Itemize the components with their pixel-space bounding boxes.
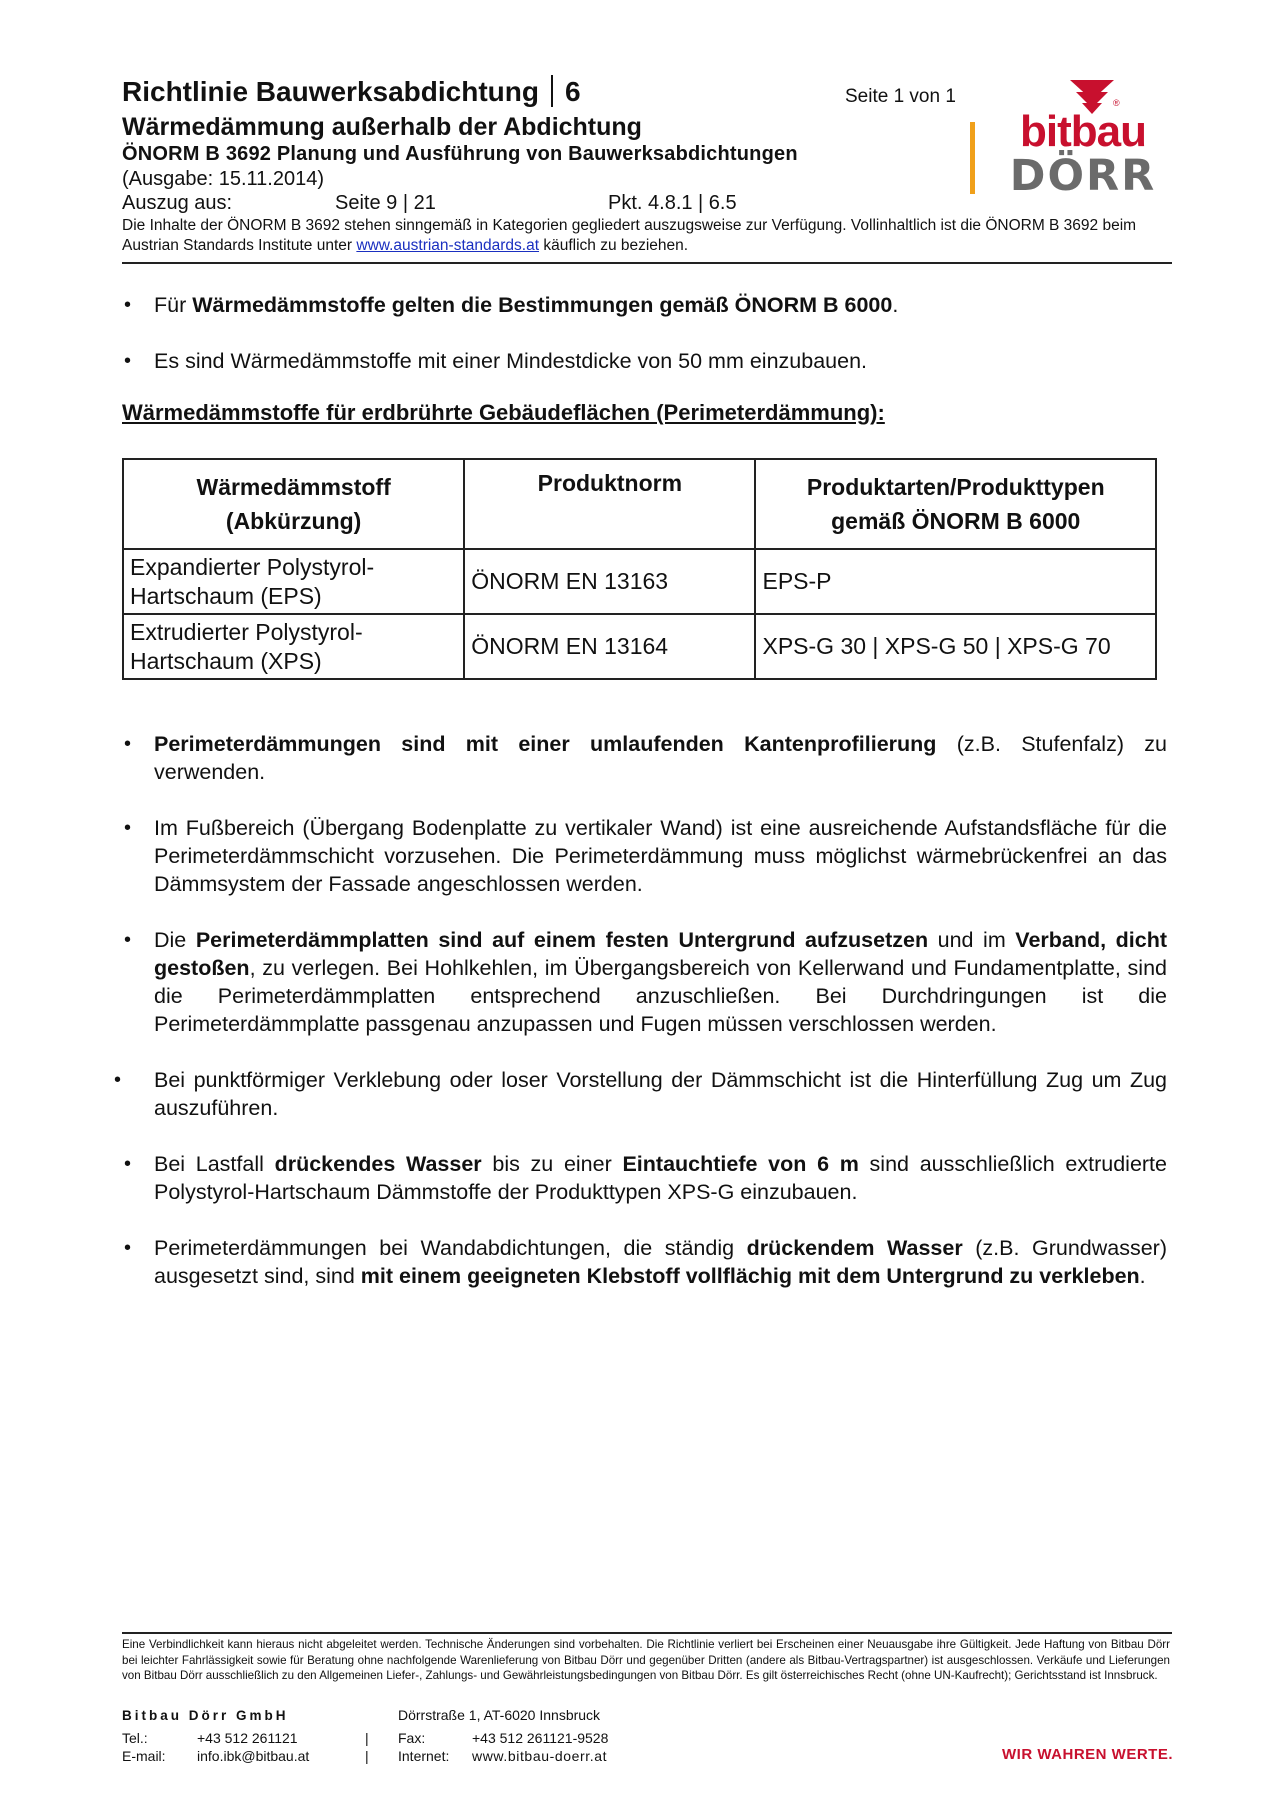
bold-text: Eintauchtiefe von 6 m [622, 1152, 859, 1176]
chapter-number: 6 [564, 76, 581, 107]
company-slogan: WIR WAHREN WERTE. [1002, 1746, 1173, 1763]
bold-text: Wärmedämmstoffe gelten die Bestimmungen gemäß ÖNORM B 6000 [192, 293, 893, 317]
list-item [122, 1150, 1167, 1206]
text-span: Bei Lastfall [154, 1152, 275, 1176]
norm-reference: ÖNORM B 3692 Planung und Ausführung von Bauwerksabdichtungen [122, 143, 798, 165]
title-text: Richtlinie Bauwerksabdichtung [122, 76, 539, 107]
list-item [122, 926, 1167, 1038]
logo-accent-bar [970, 122, 975, 194]
cell-line: Expandierter Polystyrol- [130, 553, 375, 580]
footer-divider-bar: | [365, 1748, 369, 1764]
list-item [122, 291, 1167, 319]
cell-types: XPS-G 30 | XPS-G 50 | XPS-G 70 [755, 614, 1156, 679]
excerpt-line [122, 192, 822, 215]
bold-text: drückendem Wasser [746, 1236, 963, 1260]
text-span: . [892, 293, 899, 317]
bullet-icon: • [124, 1237, 132, 1259]
bold-text: Perimeterdämmungen sind mit einer umlaufenden Kantenprofilierung [154, 732, 937, 756]
logo-word-bitbau: bitbau [1020, 107, 1146, 156]
bold-text: mit einem geeigneten Klebstoff vollflächig mit dem Untergrund zu verkleben [360, 1264, 1140, 1288]
text-span: Für [154, 293, 193, 317]
table-row [123, 614, 1156, 679]
company-name: Bitbau Dörr GmbH [122, 1708, 289, 1723]
text-span: . [1139, 1264, 1146, 1288]
email-link[interactable]: info.ibk@bitbau.at [197, 1748, 310, 1764]
excerpt-pages: Seite 9 | 21 [335, 192, 436, 214]
excerpt-points: Pkt. 4.8.1 | 6.5 [608, 192, 737, 214]
header-line: Produktarten/Produkttypen [806, 474, 1105, 500]
bullet-icon: • [124, 294, 132, 316]
bullet-icon: • [124, 1153, 132, 1175]
bullet-list-top [122, 291, 1167, 375]
text-span: Bei punktförmiger Verklebung oder loser Vorstellung der Dämmschicht ist die Hinterfüllung Zug um Zug auszuführen. [154, 1068, 1167, 1120]
list-item [122, 730, 1167, 786]
bullet-icon: • [124, 817, 132, 839]
text-span: und im [928, 928, 1016, 952]
email-label: E-mail: [122, 1748, 166, 1764]
fax-label: Fax: [398, 1730, 426, 1746]
text-span: , zu verlegen. Bei Hohlkehlen, im Übergangsbereich von Kellerwand und Fundamentplatte, sind die Perimeterdämmplatten entsprechend anzuschließen. Bei Durchdringungen ist die Perimeterdämmplatte passgenau anzupassen und Fugen müssen verschlossen werden. [154, 956, 1167, 1036]
text-span: (z.B. Stufenfalz) zu verwenden. [154, 732, 1167, 784]
source-info [122, 216, 1170, 256]
austrian-standards-link[interactable]: www.austrian-standards.at [356, 237, 540, 254]
bold-text: Verband, dicht gestoßen [154, 928, 1168, 980]
text-span: bis zu einer [481, 1152, 623, 1176]
title-divider [551, 75, 553, 107]
source-info-tail: käuflich zu beziehen. [543, 237, 689, 254]
edition-date: (Ausgabe: 15.11.2014) [122, 168, 325, 190]
tel-value: +43 512 261121 [197, 1730, 298, 1746]
fax-value: +43 512 261121-9528 [472, 1730, 609, 1746]
list-item [122, 347, 1167, 375]
excerpt-label: Auszug aus: [122, 192, 233, 214]
bold-text: drückendes Wasser [274, 1152, 482, 1176]
text-span: (z.B. Grundwasser) ausgesetzt sind, sind [154, 1236, 1168, 1288]
logo-word-doerr: DÖRR [1009, 151, 1157, 198]
bullet-icon: • [124, 350, 132, 372]
bold-text: Perimeterdämmplatten sind auf einem festen Untergrund aufzusetzen [195, 928, 929, 952]
list-item [122, 1234, 1167, 1290]
header-line: Wärmedämmstoff [196, 474, 391, 500]
tel-label: Tel.: [122, 1730, 148, 1746]
cell-material [123, 549, 464, 614]
bitbau-doerr-logo [992, 78, 1170, 198]
table-header-row [123, 459, 1156, 549]
footer-disclaimer: Eine Verbindlichkeit kann hieraus nicht abgeleitet werden. Technische Änderungen sind vorbehalten. Die Richtlinie verliert bei Erscheinen einer Neuausgabe ihre Gültigkeit. Jede Haftung von Bitbau Dörr bei leichter Fahrlässigkeit sowie für Beratung ohne nachfolgende Warenlieferung von Bitbau Dörr und gegenüber Dritten (andere als Bitbau-Vertragspartner) ist ausgeschlossen. Verkäufe und Lieferungen von Bitbau Dörr ausschließlich zu den Allgemeinen Liefer-, Zahlungs- und Gewährleistungsbedingungen von Bitbau Dörr. Es gilt österreichisches Recht (ohne UN-Kaufrecht); Gerichtsstand ist Innsbruck. [122, 1638, 1170, 1682]
cell-line: Extrudierter Polystyrol- [130, 618, 363, 645]
text-span: sind ausschließlich extrudierte Polystyrol-Hartschaum Dämmstoffe der Produkttypen XPS-G einzubauen. [154, 1152, 1167, 1204]
column-header-types [755, 459, 1156, 549]
cell-line: Hartschaum (XPS) [130, 647, 322, 674]
list-item [122, 814, 1167, 898]
table-row [123, 549, 1156, 614]
source-info-text: Die Inhalte der ÖNORM B 3692 stehen sinngemäß in Kategorien gegliedert auszugsweise zur Verfügung. Vollinhaltlich ist die ÖNORM B 3692 beim Austrian Standards Institute unter [122, 217, 1137, 254]
bullet-icon: • [124, 929, 132, 951]
header-line: gemäß ÖNORM B 6000 [831, 508, 1081, 534]
web-label: Internet: [398, 1748, 450, 1764]
cell-line: Hartschaum (EPS) [130, 582, 322, 609]
logo-registered-mark: ® [1113, 98, 1120, 108]
insulation-table [122, 458, 1157, 680]
column-header-material [123, 459, 464, 549]
text-span: Die [154, 928, 196, 952]
list-item [114, 1066, 1167, 1122]
footer-divider-bar: | [365, 1730, 369, 1746]
bullet-list-main [114, 730, 1168, 1290]
cell-norm: ÖNORM EN 13164 [464, 614, 755, 679]
text-span: Im Fußbereich (Übergang Bodenplatte zu vertikaler Wand) ist eine ausreichende Aufstandsfläche für die Perimeterdämmschicht vorzusehen. Die Perimeterdämmung muss möglichst wärmebrückenfrei an das Dämmsystem der Fassade angeschlossen werden. [154, 816, 1167, 896]
header-divider [122, 262, 1172, 264]
text-span: Es sind Wärmedämmstoffe mit einer Mindestdicke von 50 mm einzubauen. [154, 349, 867, 373]
header-line: (Abkürzung) [225, 508, 362, 534]
company-address: Dörrstraße 1, AT-6020 Innsbruck [398, 1707, 601, 1723]
bullet-icon: • [124, 733, 132, 755]
header-line: Produktnorm [537, 470, 683, 496]
cell-types: EPS-P [755, 549, 1156, 614]
cell-material [123, 614, 464, 679]
document-title [122, 75, 581, 108]
bullet-icon: • [114, 1069, 122, 1091]
document-subtitle: Wärmedämmung außerhalb der Abdichtung [122, 113, 642, 141]
web-link[interactable]: www.bitbau-doerr.at [472, 1748, 608, 1764]
section-heading: Wärmedämmstoffe für erdbrührte Gebäudeflächen (Perimeterdämmung): [122, 400, 885, 425]
text-span: Perimeterdämmungen bei Wandabdichtungen, die ständig [154, 1236, 747, 1260]
cell-norm: ÖNORM EN 13163 [464, 549, 755, 614]
footer-divider [122, 1632, 1172, 1634]
column-header-norm [464, 459, 755, 549]
page-info: Seite 1 von 1 [845, 86, 956, 107]
